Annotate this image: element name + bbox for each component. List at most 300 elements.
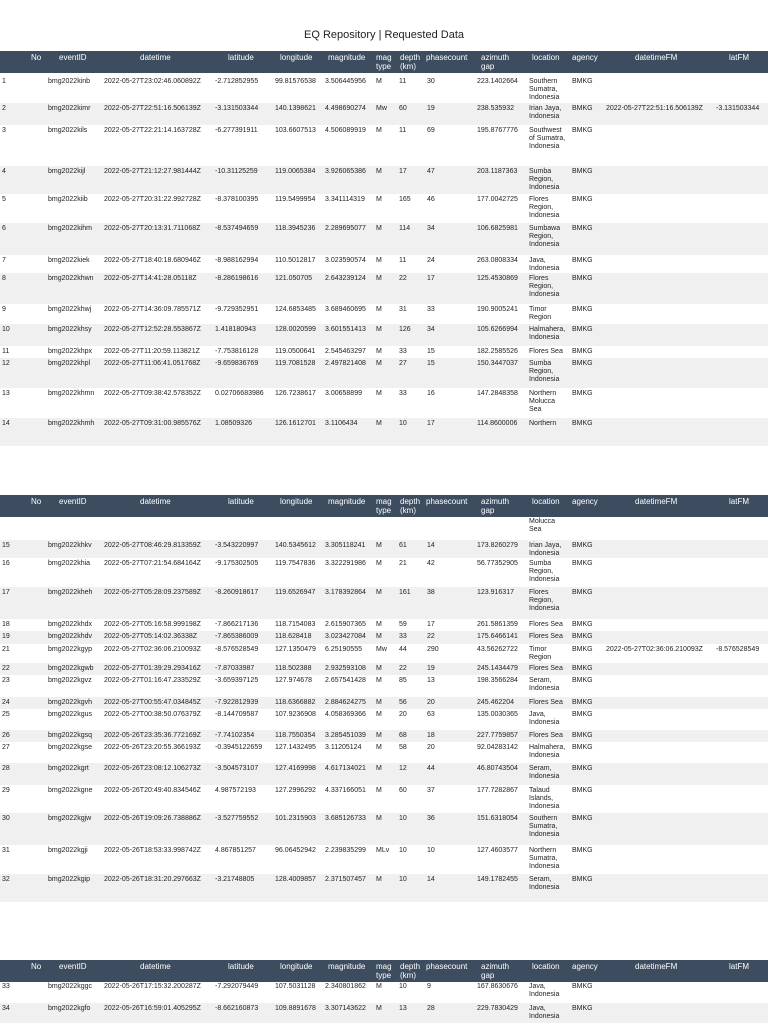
cell-latitude: -2.712852955 bbox=[215, 78, 259, 85]
cell-agency: BMKG bbox=[572, 257, 593, 264]
cell-phasecount: 14 bbox=[427, 542, 435, 549]
cell-azimuth: 135.0030365 bbox=[477, 711, 518, 718]
column-header-location: location bbox=[532, 962, 560, 971]
cell-location: Seram, Indonesia bbox=[529, 876, 560, 892]
cell-eventid: bmg2022kgjw bbox=[48, 815, 92, 822]
cell-magnitude: 2.497821408 bbox=[325, 360, 366, 367]
cell-eventid: bmg2022kgsq bbox=[48, 732, 92, 739]
cell-latitude: -9.175302505 bbox=[215, 560, 259, 567]
cell-datetime: 2022-05-27T20:13:31.711068Z bbox=[104, 225, 201, 232]
cell-datetime: 2022-05-27T09:31:00.985576Z bbox=[104, 420, 201, 427]
cell-eventid: bmg2022khpx bbox=[48, 348, 92, 355]
cell-magnitude: 4.498690274 bbox=[325, 105, 366, 112]
column-header-magtype: mag type bbox=[376, 962, 392, 980]
cell-longitude: 126.1612701 bbox=[275, 420, 316, 427]
column-header-azimuth: azimuth gap bbox=[481, 497, 510, 515]
cell-magnitude: 3.506445956 bbox=[325, 78, 366, 85]
cell-location: Java, Indonesia bbox=[529, 257, 560, 273]
cell-latitude: -3.659397125 bbox=[215, 677, 259, 684]
cell-eventid: bmg2022kiek bbox=[48, 257, 90, 264]
cell-phasecount: 44 bbox=[427, 765, 435, 772]
cell-longitude: 119.5499954 bbox=[275, 196, 316, 203]
cell-latitude: 1.08509326 bbox=[215, 420, 252, 427]
cell-agency: BMKG bbox=[572, 633, 593, 640]
table-row bbox=[0, 76, 768, 103]
column-header-agency: agency bbox=[572, 497, 598, 506]
cell-latitude: -7.292079449 bbox=[215, 983, 259, 990]
cell-datetime: 2022-05-26T23:08:12.106273Z bbox=[104, 765, 201, 772]
table-row bbox=[0, 697, 768, 709]
cell-magnitude: 3.00658899 bbox=[325, 390, 362, 397]
cell-magtype: M bbox=[376, 326, 382, 333]
cell-phasecount: 20 bbox=[427, 744, 435, 751]
cell-magtype: MLv bbox=[376, 847, 390, 854]
table-row bbox=[0, 103, 768, 125]
cell-phasecount: 290 bbox=[427, 646, 439, 653]
table-row bbox=[0, 166, 768, 194]
cell-latitude: -9.729352951 bbox=[215, 306, 259, 313]
cell-no: 5 bbox=[2, 196, 6, 203]
column-header-eventid: eventID bbox=[59, 497, 87, 506]
cell-depth: 11 bbox=[399, 257, 407, 264]
cell-magnitude: 3.285451039 bbox=[325, 732, 366, 739]
cell-datetimefm: 2022-05-27T22:51:16.506139Z bbox=[606, 105, 703, 112]
cell-no: 17 bbox=[2, 589, 10, 596]
data-table bbox=[0, 495, 768, 903]
cell-depth: 85 bbox=[399, 677, 407, 684]
cell-eventid: bmg2022kggc bbox=[48, 983, 92, 990]
cell-magtype: M bbox=[376, 765, 382, 772]
cell-magtype: M bbox=[376, 275, 382, 282]
cell-eventid: bmg2022khia bbox=[48, 560, 91, 567]
cell-magtype: M bbox=[376, 560, 382, 567]
cell-latitude: -8.662160873 bbox=[215, 1005, 259, 1012]
table-row bbox=[0, 981, 768, 1003]
cell-datetime: 2022-05-27T00:55:47.034845Z bbox=[104, 699, 201, 706]
cell-datetime: 2022-05-27T01:16:47.233529Z bbox=[104, 677, 201, 684]
cell-no: 22 bbox=[2, 665, 10, 672]
cell-phasecount: 16 bbox=[427, 390, 435, 397]
cell-eventid: bmg2022kinb bbox=[48, 78, 91, 85]
page-title: EQ Repository | Requested Data bbox=[304, 29, 464, 41]
cell-azimuth: 46.80743504 bbox=[477, 765, 518, 772]
cell-depth: 33 bbox=[399, 390, 407, 397]
cell-agency: BMKG bbox=[572, 360, 593, 367]
cell-agency: BMKG bbox=[572, 621, 593, 628]
cell-agency: BMKG bbox=[572, 105, 593, 112]
cell-azimuth: 151.6318054 bbox=[477, 815, 518, 822]
cell-latfm: -3.131503344 bbox=[716, 105, 760, 112]
cell-no: 18 bbox=[2, 621, 10, 628]
cell-eventid: bmg2022khdx bbox=[48, 621, 92, 628]
cell-depth: 11 bbox=[399, 127, 407, 134]
cell-azimuth: 245.462204 bbox=[477, 699, 514, 706]
cell-longitude: 118.6366882 bbox=[275, 699, 316, 706]
cell-magnitude: 2.340801862 bbox=[325, 983, 366, 990]
cell-magnitude: 3.689460695 bbox=[325, 306, 366, 313]
cell-location: Talaud Islands, Indonesia bbox=[529, 787, 560, 811]
cell-eventid: bmg2022khdv bbox=[48, 633, 92, 640]
cell-depth: 10 bbox=[399, 876, 407, 883]
cell-no: 26 bbox=[2, 732, 10, 739]
cell-magnitude: 4.337166051 bbox=[325, 787, 366, 794]
cell-no: 28 bbox=[2, 765, 10, 772]
cell-latitude: -8.378100395 bbox=[215, 196, 259, 203]
column-header-phasecount: phasecount bbox=[426, 497, 468, 506]
table-row bbox=[0, 785, 768, 813]
table-row bbox=[0, 631, 768, 644]
cell-no: 16 bbox=[2, 560, 10, 567]
cell-phasecount: 17 bbox=[427, 621, 435, 628]
cell-eventid: bmg2022khwn bbox=[48, 275, 94, 282]
cell-azimuth: 149.1782455 bbox=[477, 876, 518, 883]
table-row bbox=[0, 742, 768, 763]
cell-latfm: -8.576528549 bbox=[716, 646, 760, 653]
table-row bbox=[0, 813, 768, 845]
table-row bbox=[0, 663, 768, 675]
cell-longitude: 128.0020599 bbox=[275, 326, 316, 333]
column-header-agency: agency bbox=[572, 53, 598, 62]
column-header-longitude: longitude bbox=[280, 962, 313, 971]
data-table bbox=[0, 51, 768, 447]
cell-depth: 10 bbox=[399, 420, 407, 427]
cell-eventid: bmg2022khmn bbox=[48, 390, 95, 397]
cell-azimuth: 150.3447037 bbox=[477, 360, 518, 367]
table-row bbox=[0, 644, 768, 663]
cell-magnitude: 3.307143622 bbox=[325, 1005, 366, 1012]
cell-longitude: 121.050705 bbox=[275, 275, 312, 282]
column-header-depth: depth (km) bbox=[400, 53, 421, 71]
cell-magtype: Mw bbox=[376, 105, 387, 112]
cell-eventid: bmg2022kheh bbox=[48, 589, 93, 596]
cell-eventid: bmg2022khmh bbox=[48, 420, 95, 427]
cell-datetime: 2022-05-26T16:59:01.405295Z bbox=[104, 1005, 201, 1012]
cell-datetime: 2022-05-27T09:38:42.578352Z bbox=[104, 390, 201, 397]
cell-no: 4 bbox=[2, 168, 6, 175]
cell-latitude: -7.74102354 bbox=[215, 732, 255, 739]
cell-azimuth: 167.8630676 bbox=[477, 983, 518, 990]
cell-depth: 114 bbox=[399, 225, 411, 232]
cell-latitude: -7.753816128 bbox=[215, 348, 259, 355]
cell-datetime: 2022-05-27T12:52:28.553867Z bbox=[104, 326, 201, 333]
column-header-location: location bbox=[532, 497, 560, 506]
table-row bbox=[0, 388, 768, 418]
cell-phasecount: 47 bbox=[427, 168, 435, 175]
table-row bbox=[0, 194, 768, 223]
cell-depth: 31 bbox=[399, 306, 407, 313]
cell-magtype: M bbox=[376, 127, 382, 134]
cell-azimuth: 245.1434479 bbox=[477, 665, 518, 672]
column-header-latitude: latitude bbox=[228, 53, 254, 62]
cell-eventid: bmg2022khsy bbox=[48, 326, 92, 333]
cell-phasecount: 38 bbox=[427, 589, 435, 596]
cell-latitude: -3.504573107 bbox=[215, 765, 259, 772]
table-row bbox=[0, 587, 768, 619]
cell-datetime: 2022-05-27T00:38:50.076379Z bbox=[104, 711, 201, 718]
cell-agency: BMKG bbox=[572, 390, 593, 397]
data-table bbox=[0, 960, 768, 1024]
cell-agency: BMKG bbox=[572, 765, 593, 772]
cell-eventid: bmg2022khwj bbox=[48, 306, 92, 313]
cell-latitude: -0.3945122659 bbox=[215, 744, 263, 751]
cell-phasecount: 20 bbox=[427, 699, 435, 706]
cell-longitude: 119.0065384 bbox=[275, 168, 316, 175]
cell-eventid: bmg2022kijl bbox=[48, 168, 86, 175]
cell-agency: BMKG bbox=[572, 665, 593, 672]
cell-longitude: 99.81576538 bbox=[275, 78, 316, 85]
cell-location: Timor Region bbox=[529, 306, 552, 322]
cell-location: Flores Sea bbox=[529, 665, 563, 672]
cell-azimuth: 261.5861359 bbox=[477, 621, 518, 628]
cell-magnitude: 3.685126733 bbox=[325, 815, 366, 822]
cell-agency: BMKG bbox=[572, 732, 593, 739]
cell-agency: BMKG bbox=[572, 326, 593, 333]
cell-location: Southern Sumatra, Indonesia bbox=[529, 78, 560, 102]
table-row bbox=[0, 874, 768, 902]
cell-datetime: 2022-05-27T18:40:18.680946Z bbox=[104, 257, 201, 264]
cell-location: Seram, Indonesia bbox=[529, 765, 560, 781]
cell-location: Flores Region, Indonesia bbox=[529, 275, 560, 299]
cell-depth: 58 bbox=[399, 744, 407, 751]
table-row bbox=[0, 675, 768, 697]
cell-azimuth: 263.0808334 bbox=[477, 257, 518, 264]
cell-longitude: 119.0500641 bbox=[275, 348, 316, 355]
cell-location: Sumba Region, Indonesia bbox=[529, 360, 560, 384]
cell-longitude: 110.5012817 bbox=[275, 257, 316, 264]
cell-datetime: 2022-05-27T11:06:41.051768Z bbox=[104, 360, 201, 367]
cell-magtype: M bbox=[376, 78, 382, 85]
cell-magnitude: 3.11205124 bbox=[325, 744, 362, 751]
table-row bbox=[0, 540, 768, 558]
cell-azimuth: 123.916317 bbox=[477, 589, 514, 596]
cell-latitude: -7.866217136 bbox=[215, 621, 259, 628]
cell-location: Halmahera, Indonesia bbox=[529, 744, 566, 760]
cell-depth: 161 bbox=[399, 589, 411, 596]
cell-phasecount: 22 bbox=[427, 633, 435, 640]
cell-agency: BMKG bbox=[572, 815, 593, 822]
cell-datetime: 2022-05-27T07:21:54.684164Z bbox=[104, 560, 201, 567]
cell-magtype: M bbox=[376, 621, 382, 628]
cell-magnitude: 3.1106434 bbox=[325, 420, 358, 427]
cell-agency: BMKG bbox=[572, 78, 593, 85]
cell-magtype: M bbox=[376, 542, 382, 549]
column-header-datetimefm: datetimeFM bbox=[635, 962, 678, 971]
cell-latitude: -7.922812939 bbox=[215, 699, 259, 706]
cell-magtype: Mw bbox=[376, 646, 387, 653]
column-header-azimuth: azimuth gap bbox=[481, 962, 510, 980]
cell-longitude: 119.6526947 bbox=[275, 589, 316, 596]
cell-datetime: 2022-05-27T22:21:14.163728Z bbox=[104, 127, 201, 134]
cell-magnitude: 4.058369366 bbox=[325, 711, 366, 718]
column-header-longitude: longitude bbox=[280, 497, 313, 506]
cell-no: 12 bbox=[2, 360, 10, 367]
cell-agency: BMKG bbox=[572, 787, 593, 794]
column-header-datetimefm: datetimeFM bbox=[635, 53, 678, 62]
cell-longitude: 127.974678 bbox=[275, 677, 312, 684]
cell-azimuth: 114.8600006 bbox=[477, 420, 518, 427]
cell-phasecount: 19 bbox=[427, 665, 435, 672]
cell-magnitude: 3.601551413 bbox=[325, 326, 366, 333]
table-header bbox=[0, 960, 768, 982]
column-header-agency: agency bbox=[572, 962, 598, 971]
cell-magtype: M bbox=[376, 589, 382, 596]
cell-depth: 60 bbox=[399, 787, 407, 794]
table-row bbox=[0, 346, 768, 358]
cell-datetime: 2022-05-26T17:15:32.200287Z bbox=[104, 983, 201, 990]
cell-longitude: 140.1398621 bbox=[275, 105, 316, 112]
cell-location: Flores Sea bbox=[529, 699, 563, 706]
cell-magnitude: 2.371507457 bbox=[325, 876, 366, 883]
cell-magtype: M bbox=[376, 699, 382, 706]
cell-depth: 56 bbox=[399, 699, 407, 706]
cell-eventid: bmg2022kgne bbox=[48, 787, 93, 794]
cell-magnitude: 3.926065386 bbox=[325, 168, 366, 175]
cell-azimuth: 125.4530869 bbox=[477, 275, 518, 282]
cell-location: Flores Region, Indonesia bbox=[529, 589, 560, 613]
cell-phasecount: 17 bbox=[427, 420, 435, 427]
cell-agency: BMKG bbox=[572, 168, 593, 175]
column-header-magtype: mag type bbox=[376, 497, 392, 515]
cell-eventid: bmg2022kgji bbox=[48, 847, 88, 854]
cell-depth: 20 bbox=[399, 711, 407, 718]
cell-azimuth: 56.77352905 bbox=[477, 560, 518, 567]
cell-latitude: 4.867851257 bbox=[215, 847, 256, 854]
cell-datetime: 2022-05-26T19:09:26.738886Z bbox=[104, 815, 201, 822]
cell-no: 30 bbox=[2, 815, 10, 822]
cell-no: 34 bbox=[2, 1005, 10, 1012]
table-row bbox=[0, 763, 768, 785]
cell-magnitude: 2.239835299 bbox=[325, 847, 366, 854]
cell-phasecount: 34 bbox=[427, 326, 435, 333]
column-header-magnitude: magnitude bbox=[328, 497, 366, 506]
cell-agency: BMKG bbox=[572, 306, 593, 313]
cell-depth: 21 bbox=[399, 560, 407, 567]
cell-agency: BMKG bbox=[572, 127, 593, 134]
cell-datetime: 2022-05-27T11:20:59.113821Z bbox=[104, 348, 200, 355]
cell-azimuth: 198.3566284 bbox=[477, 677, 518, 684]
cell-azimuth: 229.7830429 bbox=[477, 1005, 518, 1012]
cell-longitude: 101.2315903 bbox=[275, 815, 316, 822]
column-header-datetime: datetime bbox=[140, 53, 171, 62]
column-header-eventid: eventID bbox=[59, 53, 87, 62]
table-row bbox=[0, 619, 768, 631]
cell-magtype: M bbox=[376, 348, 382, 355]
cell-no: 6 bbox=[2, 225, 6, 232]
cell-depth: 12 bbox=[399, 765, 407, 772]
cell-no: 11 bbox=[2, 348, 10, 355]
cell-depth: 60 bbox=[399, 105, 407, 112]
cell-no: 24 bbox=[2, 699, 10, 706]
cell-latitude: -9.659836769 bbox=[215, 360, 259, 367]
cell-magnitude: 3.023427084 bbox=[325, 633, 366, 640]
cell-eventid: bmg2022kgwb bbox=[48, 665, 94, 672]
cell-latitude: -7.87033987 bbox=[215, 665, 255, 672]
cell-no: 7 bbox=[2, 257, 6, 264]
cell-location: Java, Indonesia bbox=[529, 711, 560, 727]
cell-latitude: -8.260918617 bbox=[215, 589, 259, 596]
cell-azimuth: 227.7759857 bbox=[477, 732, 518, 739]
cell-eventid: bmg2022kgus bbox=[48, 711, 92, 718]
column-header-phasecount: phasecount bbox=[426, 962, 468, 971]
cell-location: Flores Sea bbox=[529, 633, 563, 640]
column-header-depth: depth (km) bbox=[400, 497, 421, 515]
table-row bbox=[0, 358, 768, 388]
column-header-location: location bbox=[532, 53, 560, 62]
cell-location: Northern bbox=[529, 420, 557, 427]
cell-azimuth: 177.7282867 bbox=[477, 787, 518, 794]
cell-latitude: 0.02706683986 bbox=[215, 390, 264, 397]
cell-eventid: bmg2022kils bbox=[48, 127, 88, 134]
cell-agency: BMKG bbox=[572, 542, 593, 549]
column-header-depth: depth (km) bbox=[400, 962, 421, 980]
cell-agency: BMKG bbox=[572, 1005, 593, 1012]
cell-azimuth: 127.4603577 bbox=[477, 847, 518, 854]
cell-location: Timor Region bbox=[529, 646, 552, 662]
cell-magnitude: 2.545463297 bbox=[325, 348, 366, 355]
column-header-eventid: eventID bbox=[59, 962, 87, 971]
cell-azimuth: 238.535932 bbox=[477, 105, 514, 112]
cell-longitude: 126.7238617 bbox=[275, 390, 316, 397]
cell-longitude: 107.5031128 bbox=[275, 983, 316, 990]
cell-no: 14 bbox=[2, 420, 10, 427]
cell-latitude: -8.576528549 bbox=[215, 646, 259, 653]
cell-depth: 10 bbox=[399, 983, 407, 990]
cell-location: Java, Indonesia bbox=[529, 983, 560, 999]
column-header-azimuth: azimuth gap bbox=[481, 53, 510, 71]
column-header-longitude: longitude bbox=[280, 53, 313, 62]
cell-magnitude: 3.305118241 bbox=[325, 542, 366, 549]
cell-agency: BMKG bbox=[572, 560, 593, 567]
cell-location: Northern Sumatra, Indonesia bbox=[529, 847, 560, 871]
column-header-datetime: datetime bbox=[140, 497, 171, 506]
cell-magnitude: 4.617134021 bbox=[325, 765, 366, 772]
cell-azimuth: 182.2585526 bbox=[477, 348, 518, 355]
cell-longitude: 118.628418 bbox=[275, 633, 312, 640]
cell-location: Flores Sea bbox=[529, 348, 563, 355]
cell-latitude: 1.418180943 bbox=[215, 326, 256, 333]
cell-location: Irian Jaya, Indonesia bbox=[529, 542, 562, 558]
cell-azimuth: 106.6825981 bbox=[477, 225, 518, 232]
cell-location: Halmahera, Indonesia bbox=[529, 326, 566, 342]
cell-longitude: 119.7547836 bbox=[275, 560, 316, 567]
cell-no: 32 bbox=[2, 876, 10, 883]
cell-magtype: M bbox=[376, 876, 382, 883]
cell-magtype: M bbox=[376, 711, 382, 718]
cell-longitude: 107.9236908 bbox=[275, 711, 316, 718]
cell-magtype: M bbox=[376, 1005, 382, 1012]
cell-magnitude: 3.178392864 bbox=[325, 589, 366, 596]
cell-depth: 22 bbox=[399, 275, 407, 282]
column-header-no: No bbox=[31, 962, 42, 971]
cell-no: 8 bbox=[2, 275, 6, 282]
cell-depth: 126 bbox=[399, 326, 411, 333]
cell-magtype: M bbox=[376, 983, 382, 990]
cell-longitude: 96.06452942 bbox=[275, 847, 316, 854]
cell-no: 23 bbox=[2, 677, 10, 684]
column-header-datetime: datetime bbox=[140, 962, 171, 971]
cell-eventid: bmg2022kimr bbox=[48, 105, 91, 112]
cell-longitude: 118.502388 bbox=[275, 665, 312, 672]
cell-longitude: 118.7550354 bbox=[275, 732, 316, 739]
cell-agency: BMKG bbox=[572, 699, 593, 706]
cell-latitude: -8.537494659 bbox=[215, 225, 259, 232]
column-header-no: No bbox=[31, 497, 42, 506]
cell-datetime: 2022-05-27T21:12:27.981444Z bbox=[104, 168, 201, 175]
cell-magnitude: 2.884624275 bbox=[325, 699, 366, 706]
column-header-latitude: latitude bbox=[228, 497, 254, 506]
cell-phasecount: 37 bbox=[427, 787, 435, 794]
cell-location: Seram, Indonesia bbox=[529, 677, 560, 693]
